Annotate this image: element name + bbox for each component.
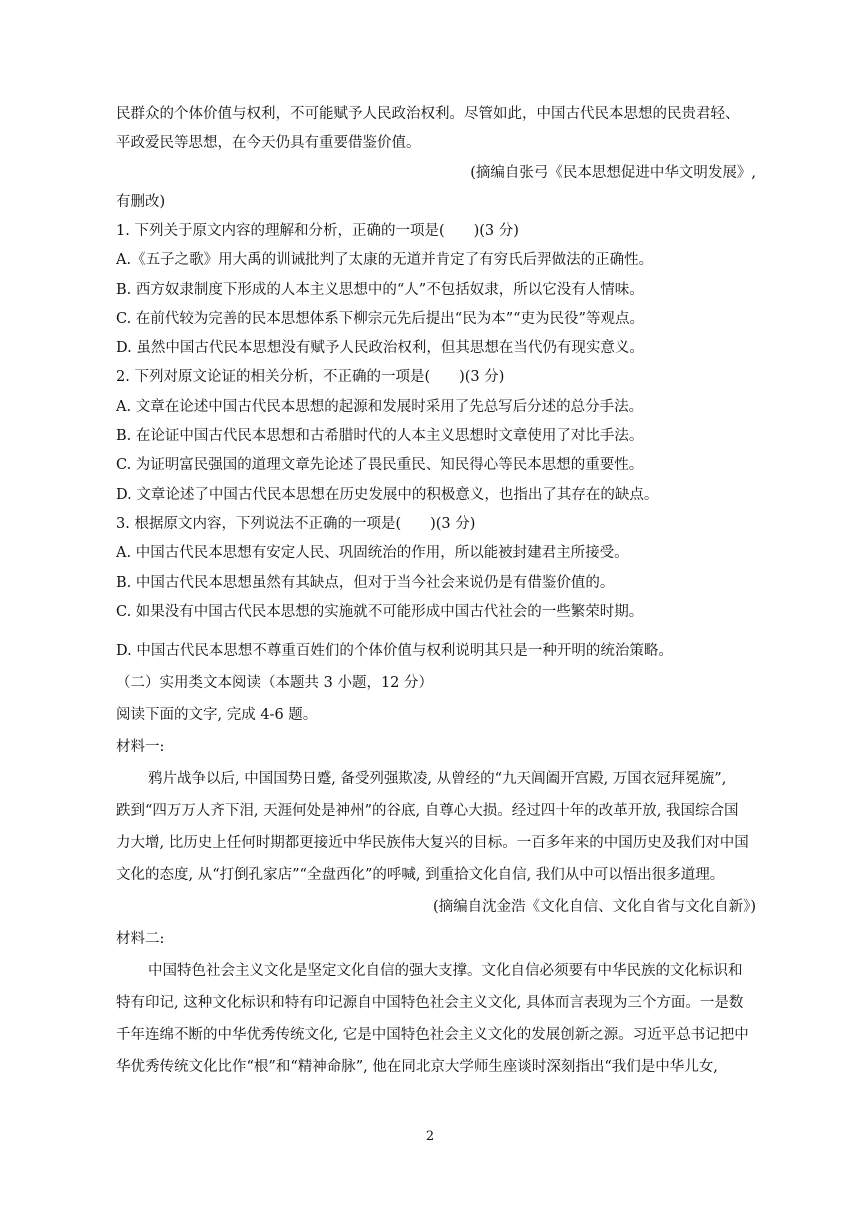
page-number: 2 — [425, 1129, 435, 1144]
question-1: 1. 下列关于原文内容的理解和分析，正确的一项是( )(3 分) — [116, 223, 519, 239]
source-citation: (摘编自沈金浩《文化自信、文化自省与文化自新》) — [432, 899, 756, 915]
paragraph-line: 鸦片战争以后, 中国国势日蹙, 备受列强欺凌, 从曾经的“九天阊阖开宫殿, 万国衣冠拜冕旒”, — [148, 771, 727, 787]
paragraph-line: 平政爱民等思想，在今天仍具有重要借鉴价值。 — [116, 135, 421, 151]
option-d: D. 文章论述了中国古代民本思想在历史发展中的积极意义，也指出了其存在的缺点。 — [116, 487, 659, 503]
option-a: A. 文章在论述中国古代民本思想的起源和发展时采用了先总写后分述的总分手法。 — [116, 399, 644, 415]
source-citation: (摘编自张弓《民本思想促进中华文明发展》, — [470, 165, 756, 181]
question-2: 2. 下列对原文论证的相关分析，不正确的一项是( )(3 分) — [116, 369, 505, 385]
material-label: 材料二: — [116, 931, 165, 947]
option-b: B. 中国古代民本思想虽然有其缺点，但对于当今社会来说仍是有借鉴价值的。 — [116, 575, 615, 591]
paragraph-line: 跌到“四万万人齐下泪, 天涯何处是神州”的谷底, 自尊心大损。经过四十年的改革开放, 我国综合国 — [116, 803, 739, 819]
source-citation: 有删改) — [116, 194, 166, 210]
option-a: A.《五子之歌》用大禹的训诫批判了太康的无道并肯定了有穷氏后羿做法的正确性。 — [116, 252, 654, 268]
option-b: B. 在论证中国古代民本思想和古希腊时代的人本主义思想时文章使用了对比手法。 — [116, 428, 644, 444]
material-label: 材料一: — [116, 739, 165, 755]
paragraph-line: 文化的态度, 从“打倒孔家店”“全盘西化”的呼喊, 到重拾文化自信, 我们从中可以悟出很多道理。 — [116, 867, 725, 883]
paragraph-line: 特有印记, 这种文化标识和特有印记源自中国特色社会主义文化, 具体而言表现为三个方面。一是数 — [116, 995, 744, 1011]
question-3: 3. 根据原文内容，下列说法不正确的一项是( )(3 分) — [116, 516, 476, 532]
paragraph-line: 华优秀传统文化比作“根”和“精神命脉”, 他在同北京大学师生座谈时深刻指出“我们是中华儿女, — [116, 1059, 718, 1075]
option-d: D. 虽然中国古代民本思想没有赋予人民政治权利，但其思想在当代仍有现实意义。 — [116, 340, 644, 356]
option-c: C. 为证明富民强国的道理文章先论述了畏民重民、知民得心等民本思想的重要性。 — [116, 457, 644, 473]
section-heading: （二）实用类文本阅读（本题共 3 小题，12 分） — [116, 675, 434, 691]
instruction: 阅读下面的文字, 完成 4-6 题。 — [116, 707, 318, 723]
paragraph-line: 中国特色社会主义文化是坚定文化自信的强大支撑。文化自信必须要有中华民族的文化标识和 — [148, 963, 743, 979]
paragraph-line: 民群众的个体价值与权利，不可能赋予人民政治权利。尽管如此，中国古代民本思想的民贵君轻、 — [116, 106, 740, 122]
option-a: A. 中国古代民本思想有安定人民、巩固统治的作用，所以能被封建君主所接受。 — [116, 545, 629, 561]
option-b: B. 西方奴隶制度下形成的人本主义思想中的“人”不包括奴隶，所以它没有人情味。 — [116, 282, 644, 298]
option-d: D. 中国古代民本思想不尊重百姓们的个体价值与权利说明其只是一种开明的统治策略。 — [116, 643, 673, 659]
option-c: C. 在前代较为完善的民本思想体系下柳宗元先后提出“民为本”“吏为民役”等观点。 — [116, 311, 644, 327]
option-c: C. 如果没有中国古代民本思想的实施就不可能形成中国古代社会的一些繁荣时期。 — [116, 604, 644, 620]
paragraph-line: 千年连绵不断的中华优秀传统文化, 它是中国特色社会主义文化的发展创新之源。习近平总书记把中 — [116, 1027, 749, 1043]
paragraph-line: 力大增, 比历史上任何时期都更接近中华民族伟大复兴的目标。一百多年来的中国历史及我们对中国 — [116, 835, 749, 851]
